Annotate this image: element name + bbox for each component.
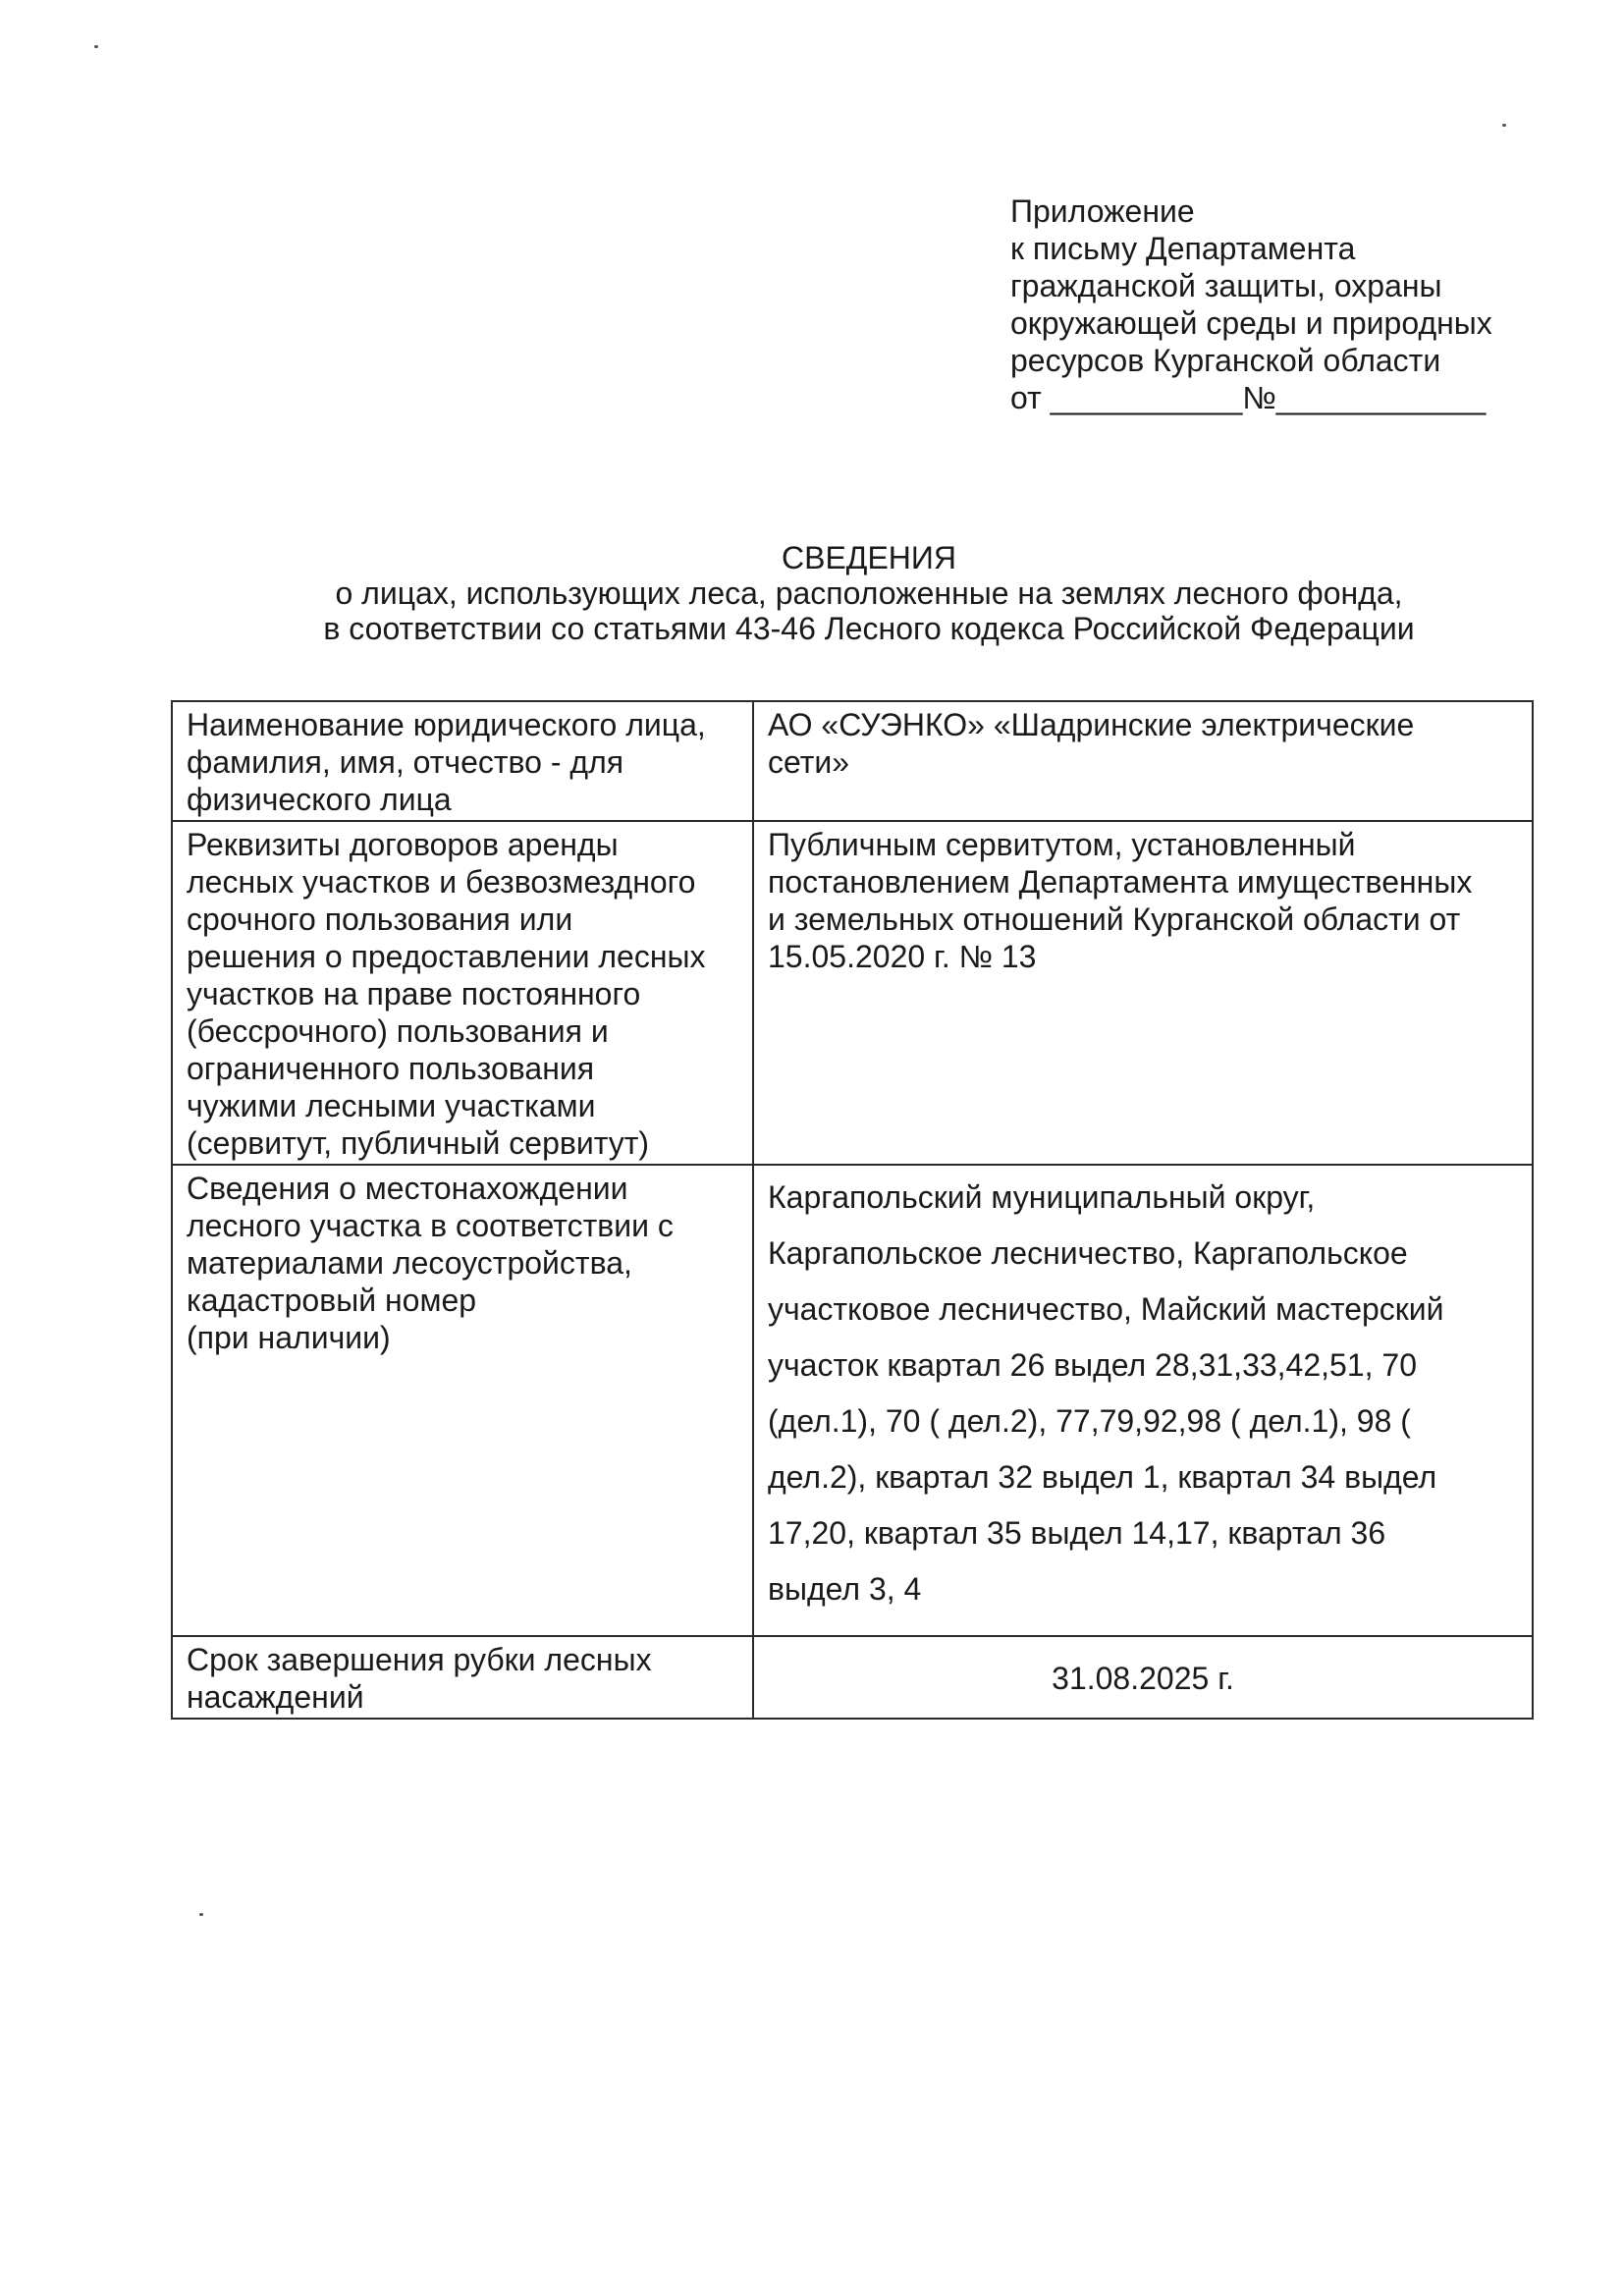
row-value: [753, 701, 1533, 821]
value-text: Публичным сервитутом, установленный постановлением Департамента имущественных и земельных отношений Курганской области от 15.05.2020 г. № 13: [768, 827, 1473, 974]
label-text: Наименование юридического лица, фамилия, имя, отчество - для физического лица: [187, 707, 706, 817]
heading-subtitle: в соответствии со статьями 43-46 Лесного кодекса Российской Федерации: [323, 611, 1415, 646]
row-label: [172, 701, 753, 821]
heading-subtitle: о лицах, использующих леса, расположенные на землях лесного фонда,: [335, 575, 1403, 611]
label-text: Сведения о местонахождении лесного участка в соответствии с материалами лесоустройства, кадастровый номер (при наличии): [187, 1171, 674, 1355]
value-text: 31.08.2025 г.: [1052, 1661, 1234, 1696]
scan-speck: [1502, 124, 1506, 127]
table-row: [172, 821, 1533, 1165]
value-text: АО «СУЭНКО» «Шадринские электрические сети»: [768, 707, 1415, 780]
row-label: [172, 1165, 753, 1636]
row-value: [753, 821, 1533, 1165]
row-value: [753, 1165, 1533, 1636]
info-table: [171, 700, 1534, 1720]
document-heading: [118, 540, 1620, 646]
row-label: [172, 821, 753, 1165]
appendix-line: окружающей среды и природных: [1010, 305, 1492, 341]
row-value: [753, 1636, 1533, 1719]
appendix-line: Приложение: [1010, 193, 1195, 229]
appendix-line: гражданской защиты, охраны: [1010, 268, 1442, 303]
appendix-line: ресурсов Курганской области: [1010, 343, 1441, 378]
row-label: [172, 1636, 753, 1719]
appendix-block: [1010, 192, 1560, 416]
scan-speck: [199, 1913, 203, 1916]
appendix-date-number-line: от ___________№____________: [1010, 380, 1487, 415]
table-row: [172, 1636, 1533, 1719]
label-text: Срок завершения рубки лесных насаждений: [187, 1642, 652, 1715]
value-text: Каргапольский муниципальный округ, Каргапольское лесничество, Каргапольское участковое лесничество, Майский мастерский участок квартал 26 выдел 28,31,33,42,51, 70 (дел.1), 70 ( дел.2), 77,79,92,98 ( дел.1), 98 ( дел.2), квартал 32 выдел 1, квартал 34 выдел 17,20, квартал 35 выдел 14,17, квартал 36 выдел 3, 4: [768, 1179, 1444, 1607]
heading-title: СВЕДЕНИЯ: [781, 540, 957, 575]
scan-speck: [94, 45, 98, 48]
table-row: [172, 1165, 1533, 1636]
label-text: Реквизиты договоров аренды лесных участков и безвозмездного срочного пользования или решения о предоставлении лесных участков на праве постоянного (бессрочного) пользования и ограниченного пользования чужими лесными участками (сервитут, публичный сервитут): [187, 827, 706, 1161]
table-row: [172, 701, 1533, 821]
appendix-line: к письму Департамента: [1010, 231, 1356, 266]
